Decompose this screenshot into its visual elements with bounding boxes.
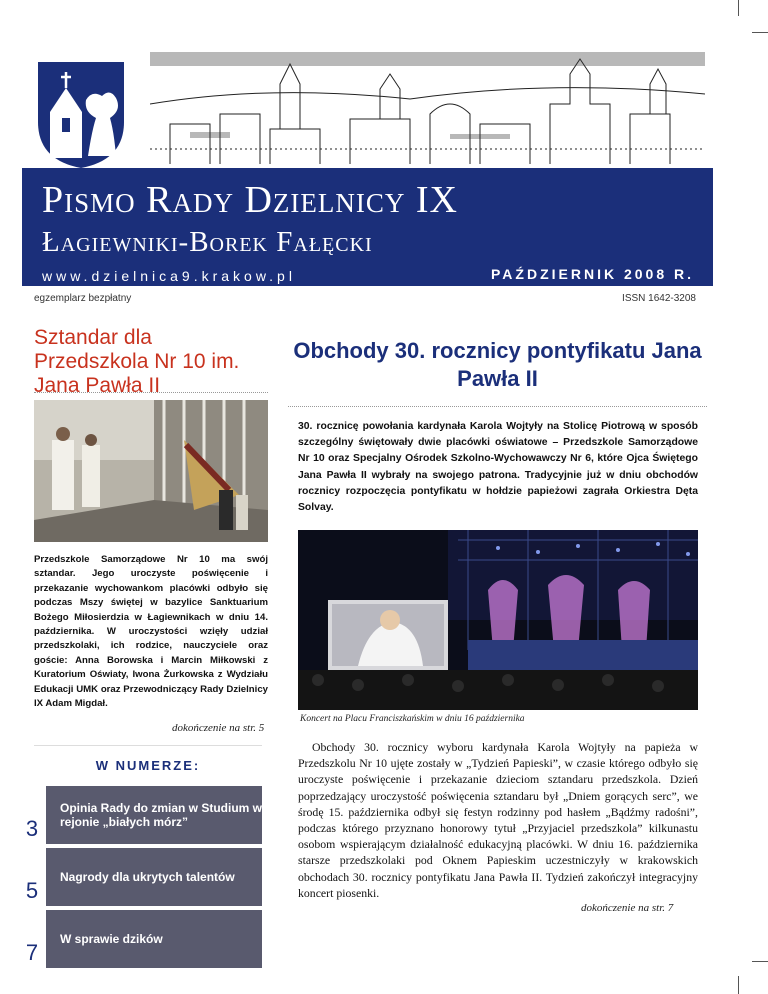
table-of-contents: [25, 745, 263, 972]
toc-item-label: W sprawie dzików: [60, 932, 163, 946]
toc-item-label: Nagrody dla ukrytych talentów: [60, 870, 235, 884]
left-article-headline: Sztandar dla Przedszkola Nr 10 im. Jana Pawła II: [34, 326, 240, 397]
toc-item-page: 3: [25, 816, 39, 841]
website-url[interactable]: www.dzielnica9.krakow.pl: [42, 268, 296, 284]
main-article-body: Obchody 30. rocznicy wyboru kardynała Karola Wojtyły na papieża w Przedszkolu Nr 10 ujęte zostały w „Tydzień Papieski”, w czasie którego odbyło się uroczyste poświęcenie i przekazanie dzieciom sztandaru przedszkola. Dzień poprzedzający uroczystość poświęcenia sztandaru był „Dniem gorących serc”, we środę 15. października odbył się festyn rodzinny pod hasłem „Bądźmy radośni”, podczas którego przyznano honorowy tytuł „Przyjaciel przedszkola” kilkunastu osobom wspierającym działalność edukacyjną placówki. W dniu 16. października starsze przedszkolaki pod Oknem Papieskim uczestniczyły w krakowskich obchodach 30. rocznicy pontyfikatu Jana Pawła II. Tydzień zakończył integracyjny koncert piosenki.: [298, 740, 698, 900]
toc-item[interactable]: [25, 848, 262, 906]
left-continued-note: dokończenie na str. 5: [172, 722, 265, 734]
main-continued-note: dokończenie na str. 7: [581, 902, 674, 914]
issue-date: PAŹDZIERNIK 2008 R.: [491, 266, 694, 282]
free-copy-note: egzemplarz bezpłatny: [34, 293, 132, 304]
left-article-text: Przedszkole Samorządowe Nr 10 ma swój sztandar. Jego uroczyste poświęcenie i przekazanie wychowankom placówki odbyło się podczas Mszy świętej w bazylice Sanktuarium Bożego Miłosierdzia w Łagiewnikach w dniu 14. października. W uroczystości wzięły udział przedszkolaki, ich rodzice, nauczyciele oraz goście: Anna Borowska i Marcin Miłkowski z Kuratorium Oświaty, Iwona Żurkowska z Wydziału Edukacji UMK oraz Przewodniczący Rady Dzielnicy IX Adam Migdał.: [34, 554, 268, 710]
trim-mark: [752, 32, 768, 33]
toc-item[interactable]: [25, 786, 263, 844]
trim-mark: [752, 961, 768, 962]
toc-item-page: 7: [25, 940, 39, 965]
concert-photo: [298, 530, 698, 710]
trim-mark: [738, 0, 739, 16]
main-article-lead: 30. rocznicę powołania kardynała Karola Wojtyły na Stolicę Piotrową w sposób szczególny świętowały dwie placówki oświatowe – Przedszkole Samorządowe Nr 10 oraz Specjalny Ośrodek Szkolno-Wychowawczy Nr 6, które Ojca Świętego Jana Pawła II wybrały na swojego patrona. Tradycyjnie już w dniu obchodów rocznicy rozpoczęcia pontyfikatu w hołdzie papieżowi zagrała Orkiestra Dęta Solvay.: [298, 421, 698, 514]
toc-item-label: Opinia Rady do zmian w Studium w rejonie „białych mórz”: [60, 801, 263, 829]
newsletter-subtitle: Łagiewniki-Borek Fałęcki: [42, 226, 373, 258]
toc-item-page: 5: [25, 878, 39, 903]
main-article-headline: Obchody 30. rocznicy pontyfikatu Jana Pawła II: [293, 338, 702, 391]
coat-of-arms-logo: [36, 60, 126, 170]
newsletter-title: Pismo Rady Dzielnicy IX: [42, 179, 458, 221]
toc-heading: W NUMERZE:: [34, 745, 262, 786]
divider: [288, 406, 707, 407]
trim-mark: [738, 976, 739, 994]
toc-item[interactable]: [25, 910, 262, 968]
photo-caption: Koncert na Placu Franciszkańskim w dniu 16 października: [300, 714, 525, 724]
city-skyline-sketch: [150, 44, 705, 166]
basilica-ceremony-photo: [34, 400, 268, 542]
issn-number: ISSN 1642-3208: [622, 293, 696, 304]
divider: [34, 392, 268, 393]
